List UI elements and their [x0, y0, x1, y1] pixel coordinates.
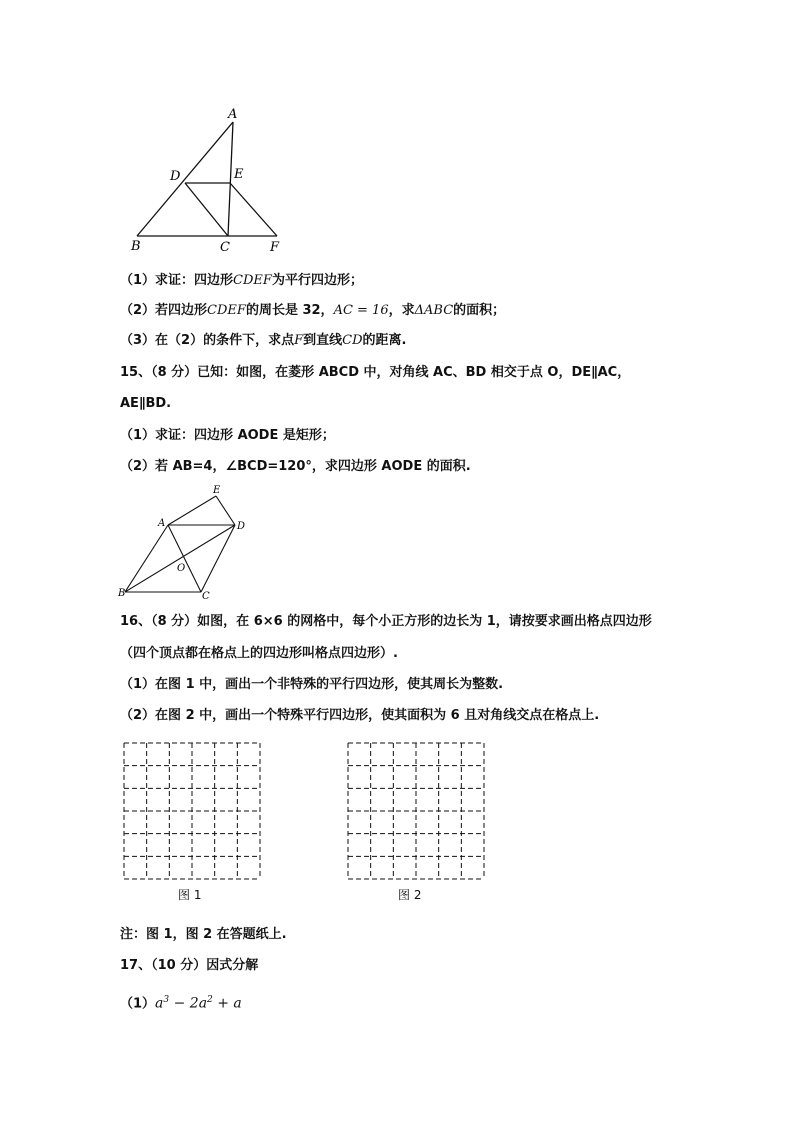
grid-figure-1 — [122, 741, 262, 881]
figure-triangle-cdef — [120, 100, 300, 260]
segment-de2 — [216, 496, 235, 525]
segment-ef — [230, 183, 277, 236]
grid-caption-2: 图 2 — [398, 888, 422, 902]
figure-rhombus-aode — [113, 482, 253, 602]
grid-figure-2 — [346, 741, 486, 881]
segment-ae — [168, 496, 216, 525]
segment-dc — [185, 183, 228, 236]
q15-part2: （2）若 AB=4，∠BCD=120°，求四边形 AODE 的面积. — [120, 459, 471, 474]
label-e: E — [234, 167, 244, 182]
q16-stem-line2: （四个顶点都在格点上的四边形叫格点四边形）. — [120, 646, 398, 661]
grid-caption-1: 图 1 — [178, 888, 202, 902]
q17-part1: $(1)a^3 - 2a^2 + a$ — [120, 995, 242, 1012]
q16-stem-line1: 16、（8 分）如图，在 6×6 的网格中，每个小正方形的边长为 1，请按要求画出格点四边形 — [120, 614, 652, 629]
segment-ab — [137, 122, 233, 236]
label-a2: A — [158, 518, 166, 529]
label-d2: D — [237, 521, 246, 532]
q15-part1: （1）求证：四边形 AODE 是矩形； — [120, 428, 335, 443]
label-f: F — [270, 240, 280, 255]
q15-stem-line2: AE∥BD. — [120, 396, 172, 411]
label-b: B — [131, 239, 141, 254]
label-c: C — [220, 240, 230, 255]
q14-part2: （2）若四边形CDEF的周长是 32，AC = 16，求ΔABC的面积； — [120, 303, 506, 318]
label-c2: C — [202, 591, 210, 602]
segment-ac — [228, 122, 233, 236]
label-d: D — [170, 169, 181, 184]
label-o: O — [177, 563, 186, 574]
label-a: A — [228, 107, 238, 122]
q15-stem-line1: 15、（8 分）已知：如图，在菱形 ABCD 中，对角线 AC、BD 相交于点 O，DE∥AC， — [120, 365, 631, 380]
q14-part1: （1）求证：四边形CDEF为平行四边形； — [120, 273, 363, 288]
q16-part2: （2）在图 2 中，画出一个特殊平行四边形，使其面积为 6 且对角线交点在格点上. — [120, 708, 600, 723]
q16-note: 注：图 1，图 2 在答题纸上. — [120, 927, 287, 942]
label-e2: E — [213, 485, 221, 496]
q16-part1: （1）在图 1 中，画出一个非特殊的平行四边形，使其周长为整数. — [120, 677, 504, 692]
label-b2: B — [118, 588, 126, 599]
q17-stem: 17、（10 分）因式分解 — [120, 958, 259, 973]
segment-ab2 — [125, 525, 168, 592]
segment-ac2 — [168, 525, 201, 592]
q14-part3: （3）在（2）的条件下，求点F到直线CD的距离. — [120, 333, 407, 348]
